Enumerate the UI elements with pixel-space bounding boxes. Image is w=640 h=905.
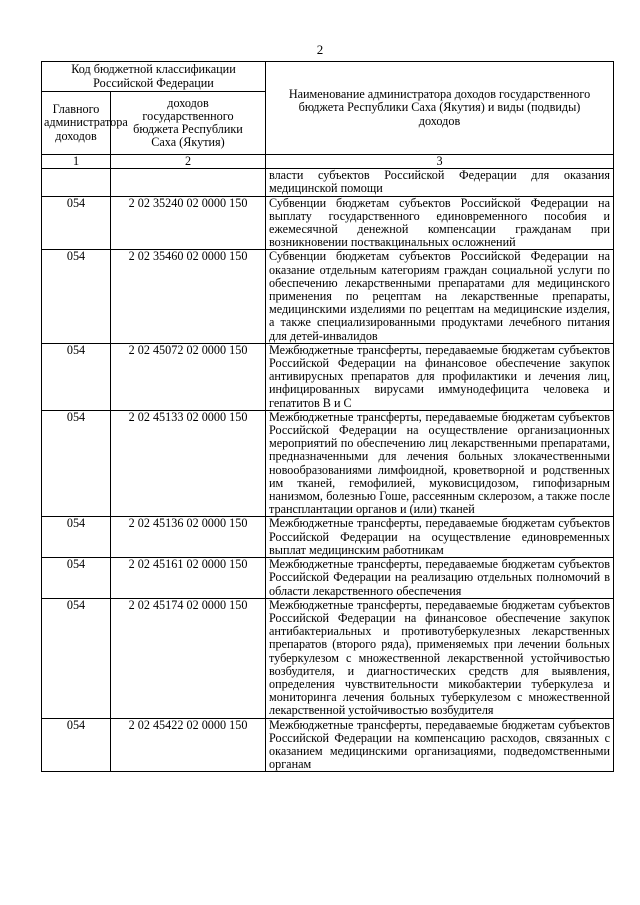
table-row [42, 517, 614, 558]
header-income: доходов государственного бюджета Республики Саха (Якутия) [111, 92, 266, 155]
income-name: Межбюджетные трансферты, передаваемые бюджетам субъектов Российской Федерации на осуществление единовременных выплат медицинским работникам [266, 517, 614, 558]
income-code: 2 02 35460 02 0000 150 [111, 250, 266, 343]
page-number: 2 [316, 42, 324, 57]
admin-code: 054 [42, 558, 111, 599]
table-row [42, 598, 614, 718]
admin-code: 054 [42, 410, 111, 517]
income-name: Межбюджетные трансферты, передаваемые бюджетам субъектов Российской Федерации на финансовое обеспечение закупок антивирусных препаратов для профилактики и лечения лиц, инфицированных вирусами иммунодефицита человека и гепатитов В и С [266, 343, 614, 410]
col-number-3: 3 [266, 155, 614, 169]
income-code: 2 02 45174 02 0000 150 [111, 598, 266, 718]
admin-code: 054 [42, 517, 111, 558]
table-row [42, 410, 614, 517]
income-name: Межбюджетные трансферты, передаваемые бюджетам субъектов Российской Федерации на реализацию отдельных полномочий в области лекарственного обеспечения [266, 558, 614, 599]
header-name: Наименование администратора доходов государственного бюджета Республики Саха (Якутия) и виды (подвиды) доходов [266, 62, 614, 155]
header-admin: Главного администратора доходов [42, 92, 111, 155]
table-row [42, 196, 614, 250]
income-name: Субвенции бюджетам субъектов Российской Федерации на оказание отдельным категориям граждан социальной услуги по обеспечению лекарственными препаратами для медицинского применения по рецептам на лекарственные препараты, медицинскими изделиями по рецептам на медицинские изделия, а также специализированными продуктами лечебного питания для детей-инвалидов [266, 250, 614, 343]
col-number-1: 1 [42, 155, 111, 169]
table-row [42, 558, 614, 599]
income-name: власти субъектов Российской Федерации для оказания медицинской помощи [266, 169, 614, 196]
admin-code: 054 [42, 343, 111, 410]
income-code: 2 02 45136 02 0000 150 [111, 517, 266, 558]
table-row [42, 250, 614, 343]
income-name: Субвенции бюджетам субъектов Российской Федерации на выплату государственного единовременного пособия и ежемесячной денежной компенсации гражданам при возникновении поствакцинальных осложнений [266, 196, 614, 250]
income-code: 2 02 45072 02 0000 150 [111, 343, 266, 410]
admin-code: 054 [42, 718, 111, 772]
budget-classification-table [41, 61, 614, 772]
table-row [42, 718, 614, 772]
admin-code: 054 [42, 196, 111, 250]
admin-code: 054 [42, 598, 111, 718]
admin-code [42, 169, 111, 196]
income-name: Межбюджетные трансферты, передаваемые бюджетам субъектов Российской Федерации на финансовое обеспечение закупок антибактериальных и противотуберкулезных лекарственных препаратов (второго ряда), применяемых при лечении больных туберкулезом с множественной лекарственной устойчивостью возбудителя, и диагностических средств для выявления, определения чувствительности микобактерии туберкулеза и мониторинга лечения больных туберкулезом с множественной лекарственной устойчивостью возбудителя [266, 598, 614, 718]
income-code: 2 02 45161 02 0000 150 [111, 558, 266, 599]
income-code: 2 02 45133 02 0000 150 [111, 410, 266, 517]
admin-code: 054 [42, 250, 111, 343]
income-name: Межбюджетные трансферты, передаваемые бюджетам субъектов Российской Федерации на осуществление организационных мероприятий по обеспечению лиц лекарственными препаратами, предназначенными для лечения больных злокачественными новообразованиями лимфоидной, кроветворной и родственных им тканей, гемофилией, муковисцидозом, гипофизарным нанизмом, болезнью Гоше, рассеянным склерозом, а также после трансплантации органов и (или) тканей [266, 410, 614, 517]
table-row [42, 343, 614, 410]
income-code [111, 169, 266, 196]
income-name: Межбюджетные трансферты, передаваемые бюджетам субъектов Российской Федерации на компенсацию расходов, связанных с оказанием медицинскими организациями, подведомственными органам [266, 718, 614, 772]
income-code: 2 02 45422 02 0000 150 [111, 718, 266, 772]
col-number-2: 2 [111, 155, 266, 169]
table-row [42, 169, 614, 196]
income-code: 2 02 35240 02 0000 150 [111, 196, 266, 250]
header-bk-code: Код бюджетной классификации Российской Федерации [42, 62, 266, 92]
